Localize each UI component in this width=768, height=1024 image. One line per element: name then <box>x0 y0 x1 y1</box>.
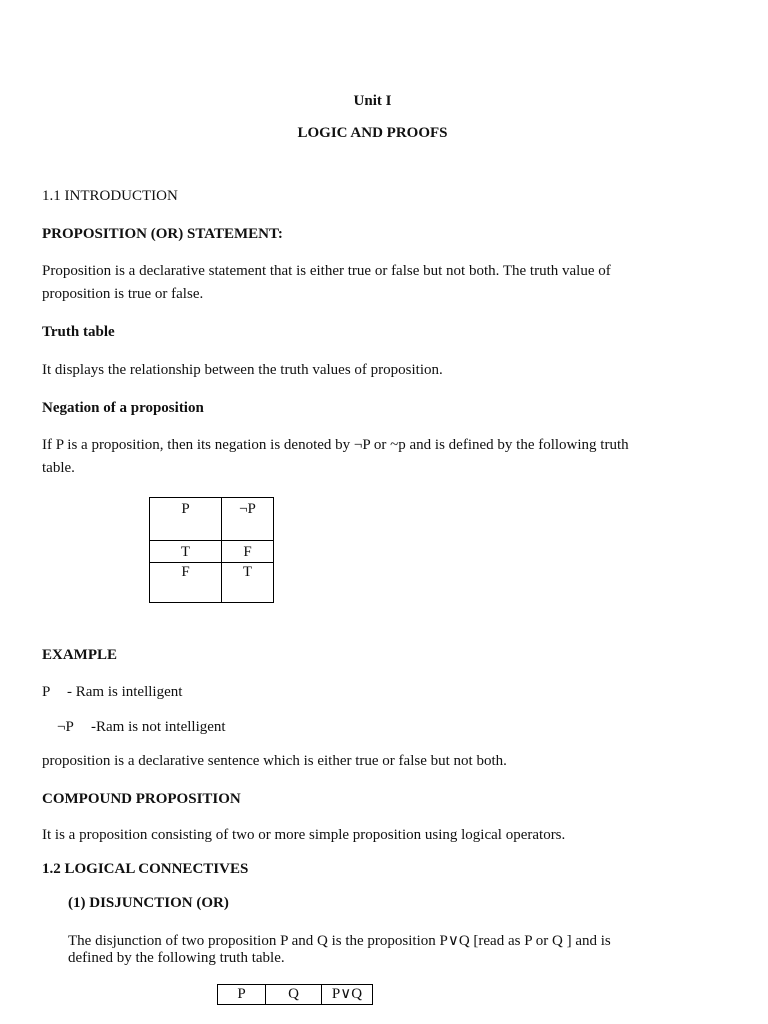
table-cell-value: F <box>243 544 252 560</box>
proposition-definition: proposition is a declarative sentence which is either true or false but not both. <box>42 753 507 769</box>
disjunction-truth-table <box>217 984 373 1005</box>
table-header-cell: ¬P <box>222 498 274 541</box>
table-header-cell: P <box>218 985 266 1005</box>
negation-text: If P is a proposition, then its negation is denoted by ¬P or ~p and is defined by the following truth <box>42 437 629 453</box>
truth-table-text: It displays the relationship between the truth values of proposition. <box>42 362 443 378</box>
table-cell-value: F <box>149 562 222 582</box>
negation-truth-table <box>149 497 274 603</box>
table-cell <box>150 541 222 603</box>
disjunction-text: The disjunction of two proposition P and Q is the proposition P∨Q [read as P or Q ] and is <box>68 933 611 949</box>
section-intro: 1.1 INTRODUCTION <box>42 188 178 204</box>
disjunction-heading: (1) DISJUNCTION (OR) <box>68 895 229 911</box>
table-header-cell: P∨Q <box>322 985 373 1005</box>
negation-text-cont: table. <box>42 460 75 476</box>
table-header-row <box>150 498 274 541</box>
proposition-heading: PROPOSITION (OR) STATEMENT: <box>42 226 283 242</box>
truth-table-heading: Truth table <box>42 324 115 340</box>
example-heading: EXAMPLE <box>42 647 117 663</box>
table-cell <box>222 541 274 603</box>
table-cell-value: T <box>221 562 274 582</box>
unit-label: Unit I <box>353 93 392 109</box>
example-p-symbol: P <box>42 684 51 700</box>
disjunction-text-cont: defined by the following truth table. <box>68 950 285 966</box>
table-cell-value: T <box>180 544 191 560</box>
table-header-cell: Q <box>266 985 322 1005</box>
negation-heading: Negation of a proposition <box>42 400 204 416</box>
proposition-text: Proposition is a declarative statement that is either true or false but not both. The truth value of <box>42 263 611 279</box>
example-p-text: - Ram is intelligent <box>67 684 183 700</box>
example-notp-text: -Ram is not intelligent <box>91 719 226 735</box>
compound-text: It is a proposition consisting of two or more simple proposition using logical operators. <box>42 827 566 843</box>
example-notp-symbol: ¬P <box>57 719 74 735</box>
page-title: LOGIC AND PROOFS <box>297 125 448 141</box>
table-header-row <box>218 985 373 1005</box>
table-row <box>150 541 274 603</box>
compound-heading: COMPOUND PROPOSITION <box>42 791 241 807</box>
proposition-text-cont: proposition is true or false. <box>42 286 204 302</box>
connectives-heading: 1.2 LOGICAL CONNECTIVES <box>42 861 249 877</box>
table-header-cell: P <box>150 498 222 541</box>
